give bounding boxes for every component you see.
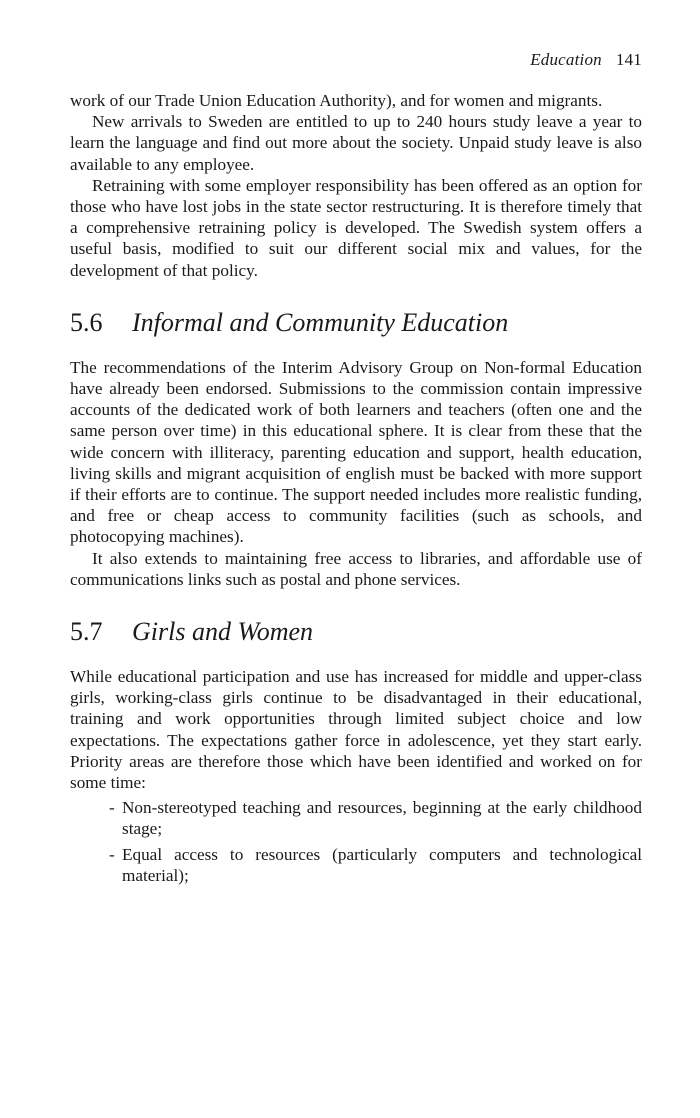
list-dash: - (109, 798, 115, 818)
list-item (70, 844, 642, 886)
section-number: 5.7 (70, 617, 103, 647)
paragraph-retraining: Retraining with some employer responsibility has been offered as an option for those who have lost jobs in the state sector restructuring. It is therefore timely that a comprehensive retraining policy is developed. The Swedish system offers a useful basis, modified to suit our different social mix and values, for the development of that policy. (70, 175, 642, 280)
list-dash: - (109, 844, 115, 864)
section-title: Informal and Community Education (132, 307, 509, 337)
priority-list (70, 797, 642, 886)
list-item-text: Non-stereotyped teaching and resources, beginning at the early childhood stage; (122, 798, 642, 839)
page-number: 141 (615, 50, 642, 69)
list-item (70, 797, 642, 839)
paragraph-study-leave: New arrivals to Sweden are entitled to up to 240 hours study leave a year to learn the language and find out more about the society. Unpaid study leave is also available to any employee. (70, 112, 642, 174)
running-header (530, 50, 642, 70)
page-body (70, 90, 642, 890)
paragraph-informal-education: The recommendations of the Interim Advisory Group on Non-formal Education have already been endorsed. Submissions to the commission contain impressive accounts of the dedicated work of both learners and teachers (often one and the same person over time) in this educational sphere. It is clear from these that the wide concern with illiteracy, parenting education and support, health education, living skills and migrant acquisition of english must be backed with more support if their efforts are to continue. The support needed includes more realistic funding, and free or cheap access to community facilities (such as schools, and photocopying machines). (70, 357, 642, 547)
paragraph-continued: work of our Trade Union Education Authority), and for women and migrants. (70, 91, 603, 110)
section-heading-5-7 (70, 617, 642, 647)
paragraph-girls-women: While educational participation and use has increased for middle and upper-class girls, working-class girls continue to be disadvantaged in their educational, training and work opportunities through limited subject choice and low expectations. The expectations gather force in adolescence, yet they start early. Priority areas are therefore those which have been identified and worked on for some time: (70, 667, 642, 793)
section-number: 5.6 (70, 307, 103, 337)
list-item-text: Equal access to resources (particularly computers and technological material); (122, 844, 642, 885)
section-heading-5-6 (70, 308, 642, 338)
header-section-title: Education (530, 50, 602, 69)
paragraph-libraries: It also extends to maintaining free access to libraries, and affordable use of communications links such as postal and phone services. (70, 548, 642, 589)
section-title: Girls and Women (132, 617, 314, 647)
